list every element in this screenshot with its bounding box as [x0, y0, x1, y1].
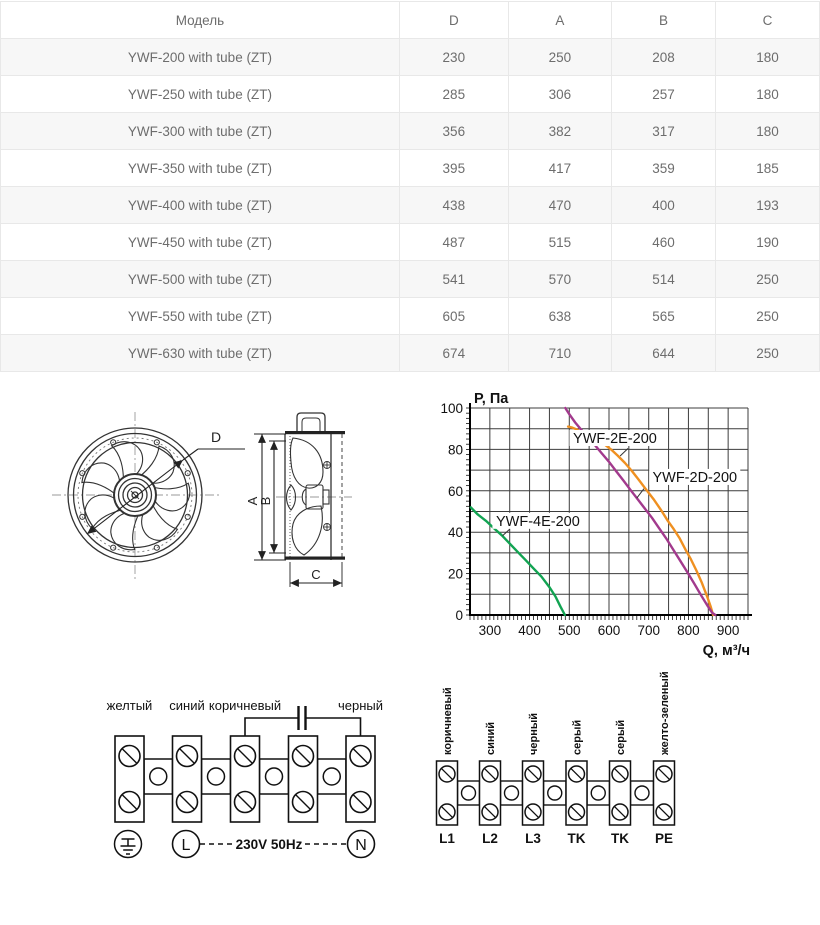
wiring-diagram-terminals [425, 668, 695, 858]
table-cell: YWF-400 with tube (ZT) [1, 187, 400, 224]
connector-hole-icon [462, 786, 476, 800]
table-cell: YWF-450 with tube (ZT) [1, 224, 400, 261]
fan-hub [114, 474, 156, 516]
x-tick-label: 400 [518, 623, 541, 638]
curve-label: YWF-4E-200 [496, 513, 580, 530]
wire-label: синий [485, 721, 497, 755]
table-cell: 674 [399, 335, 508, 372]
housing [285, 431, 345, 560]
x-tick-label: 800 [677, 623, 700, 638]
y-tick-label: 80 [447, 442, 463, 458]
junction-box [297, 413, 325, 434]
table-cell: 644 [611, 335, 715, 372]
table-header-cell: D [399, 2, 508, 39]
x-tick-label: 700 [637, 623, 660, 638]
table-cell: 605 [399, 298, 508, 335]
spec-table-body [1, 39, 820, 372]
y-tick-label: 0 [455, 608, 463, 623]
connector-hole-icon [548, 786, 562, 800]
connector-hole-icon [150, 768, 167, 785]
table-row [1, 261, 820, 298]
table-cell: 487 [399, 224, 508, 261]
table-row [1, 76, 820, 113]
wiring-diagram-single-phase [95, 690, 395, 870]
dimension-c-label: C [311, 567, 321, 582]
x-axis-title: Q, м³/ч [702, 643, 750, 659]
neutral-symbol-label: N [355, 837, 367, 854]
table-cell: 514 [611, 261, 715, 298]
terminal-label: L3 [525, 831, 541, 846]
table-row [1, 187, 820, 224]
table-cell: 417 [508, 150, 611, 187]
table-cell: 400 [611, 187, 715, 224]
table-row [1, 150, 820, 187]
wire-label: черный [337, 698, 384, 713]
table-cell: 570 [508, 261, 611, 298]
table-cell: 250 [508, 39, 611, 76]
wire-label: желто-зеленый [659, 671, 671, 755]
wire-label: серый [571, 719, 584, 755]
dimension-d [87, 449, 245, 534]
terminal-label: TK [567, 831, 586, 846]
table-cell: 359 [611, 150, 715, 187]
y-tick-label: 60 [447, 483, 463, 499]
terminal-label: TK [611, 831, 629, 846]
table-cell: 208 [611, 39, 715, 76]
impeller-profile [287, 438, 330, 555]
connector-hole-icon [323, 768, 340, 785]
table-cell: YWF-350 with tube (ZT) [1, 150, 400, 187]
table-cell: YWF-250 with tube (ZT) [1, 76, 400, 113]
table-cell: 250 [715, 335, 819, 372]
table-cell: 230 [399, 39, 508, 76]
y-tick-label: 20 [447, 566, 463, 582]
table-cell: YWF-550 with tube (ZT) [1, 298, 400, 335]
connector-hole-icon [208, 768, 225, 785]
table-cell: 250 [715, 261, 819, 298]
table-cell: YWF-500 with tube (ZT) [1, 261, 400, 298]
connector-hole-icon [266, 768, 283, 785]
table-cell: 710 [508, 335, 611, 372]
fan-front-view [52, 412, 245, 580]
spec-table-header [1, 2, 820, 39]
table-header-cell: A [508, 2, 611, 39]
curve-YWF-2E-200 [568, 427, 713, 615]
y-axis-title: P, Па [474, 391, 509, 407]
table-cell: 285 [399, 76, 508, 113]
terminal-label: L1 [439, 831, 455, 846]
table-cell: 190 [715, 224, 819, 261]
table-cell: 470 [508, 187, 611, 224]
table-row [1, 298, 820, 335]
power-rating-label: 230V 50Hz [235, 837, 303, 852]
ground-icon [115, 831, 142, 858]
table-row [1, 113, 820, 150]
phase-symbol-label: L [181, 837, 191, 854]
table-row [1, 39, 820, 76]
table-header-cell: B [611, 2, 715, 39]
y-tick-label: 40 [447, 525, 463, 541]
table-cell: 180 [715, 76, 819, 113]
x-tick-label: 900 [716, 623, 740, 638]
connector-hole-icon [591, 786, 605, 800]
table-cell: 638 [508, 298, 611, 335]
terminal-label: L2 [482, 831, 498, 846]
x-tick-label: 500 [558, 623, 581, 638]
wire-label: коричневый [442, 687, 454, 755]
connector-hole-icon [505, 786, 519, 800]
terminal-label: PE [654, 831, 674, 846]
table-cell: 565 [611, 298, 715, 335]
x-tick-label: 600 [597, 623, 621, 638]
curve-label: YWF-2E-200 [573, 431, 657, 448]
table-cell: 382 [508, 113, 611, 150]
spec-table [0, 1, 820, 372]
wire-label: желтый [106, 698, 153, 713]
capacitor-wire [245, 718, 361, 736]
y-tick-label: 100 [440, 401, 463, 416]
table-cell: 395 [399, 150, 508, 187]
table-cell: 185 [715, 150, 819, 187]
fan-dimension-drawing [40, 390, 370, 635]
table-header-cell: Модель [1, 2, 400, 39]
wire-label: черный [528, 712, 540, 755]
table-cell: 541 [399, 261, 508, 298]
table-cell: 180 [715, 113, 819, 150]
dimension-d-label: D [210, 429, 222, 445]
performance-chart [430, 390, 820, 660]
table-cell: YWF-200 with tube (ZT) [1, 39, 400, 76]
table-cell: 250 [715, 298, 819, 335]
connector-hole-icon [635, 786, 649, 800]
table-row [1, 224, 820, 261]
wire-label: синий [169, 698, 205, 713]
table-cell: 317 [611, 113, 715, 150]
table-cell: 180 [715, 39, 819, 76]
table-header-cell: C [715, 2, 819, 39]
table-cell: YWF-630 with tube (ZT) [1, 335, 400, 372]
curve-label: YWF-2D-200 [652, 469, 738, 486]
table-cell: 193 [715, 187, 819, 224]
table-cell: 356 [399, 113, 508, 150]
table-cell: 460 [611, 224, 715, 261]
table-cell: YWF-300 with tube (ZT) [1, 113, 400, 150]
wire-label: серый [615, 719, 627, 755]
dimension-b-label: B [258, 496, 273, 506]
curve-label-leader [637, 489, 644, 498]
table-cell: 438 [399, 187, 508, 224]
table-cell: 257 [611, 76, 715, 113]
fan-side-view [245, 413, 352, 587]
table-cell: 515 [508, 224, 611, 261]
table-row [1, 335, 820, 372]
dimension-a-label: A [245, 496, 260, 506]
table-cell: 306 [508, 76, 611, 113]
wire-label: коричневый [208, 698, 282, 713]
x-tick-label: 300 [478, 623, 502, 638]
